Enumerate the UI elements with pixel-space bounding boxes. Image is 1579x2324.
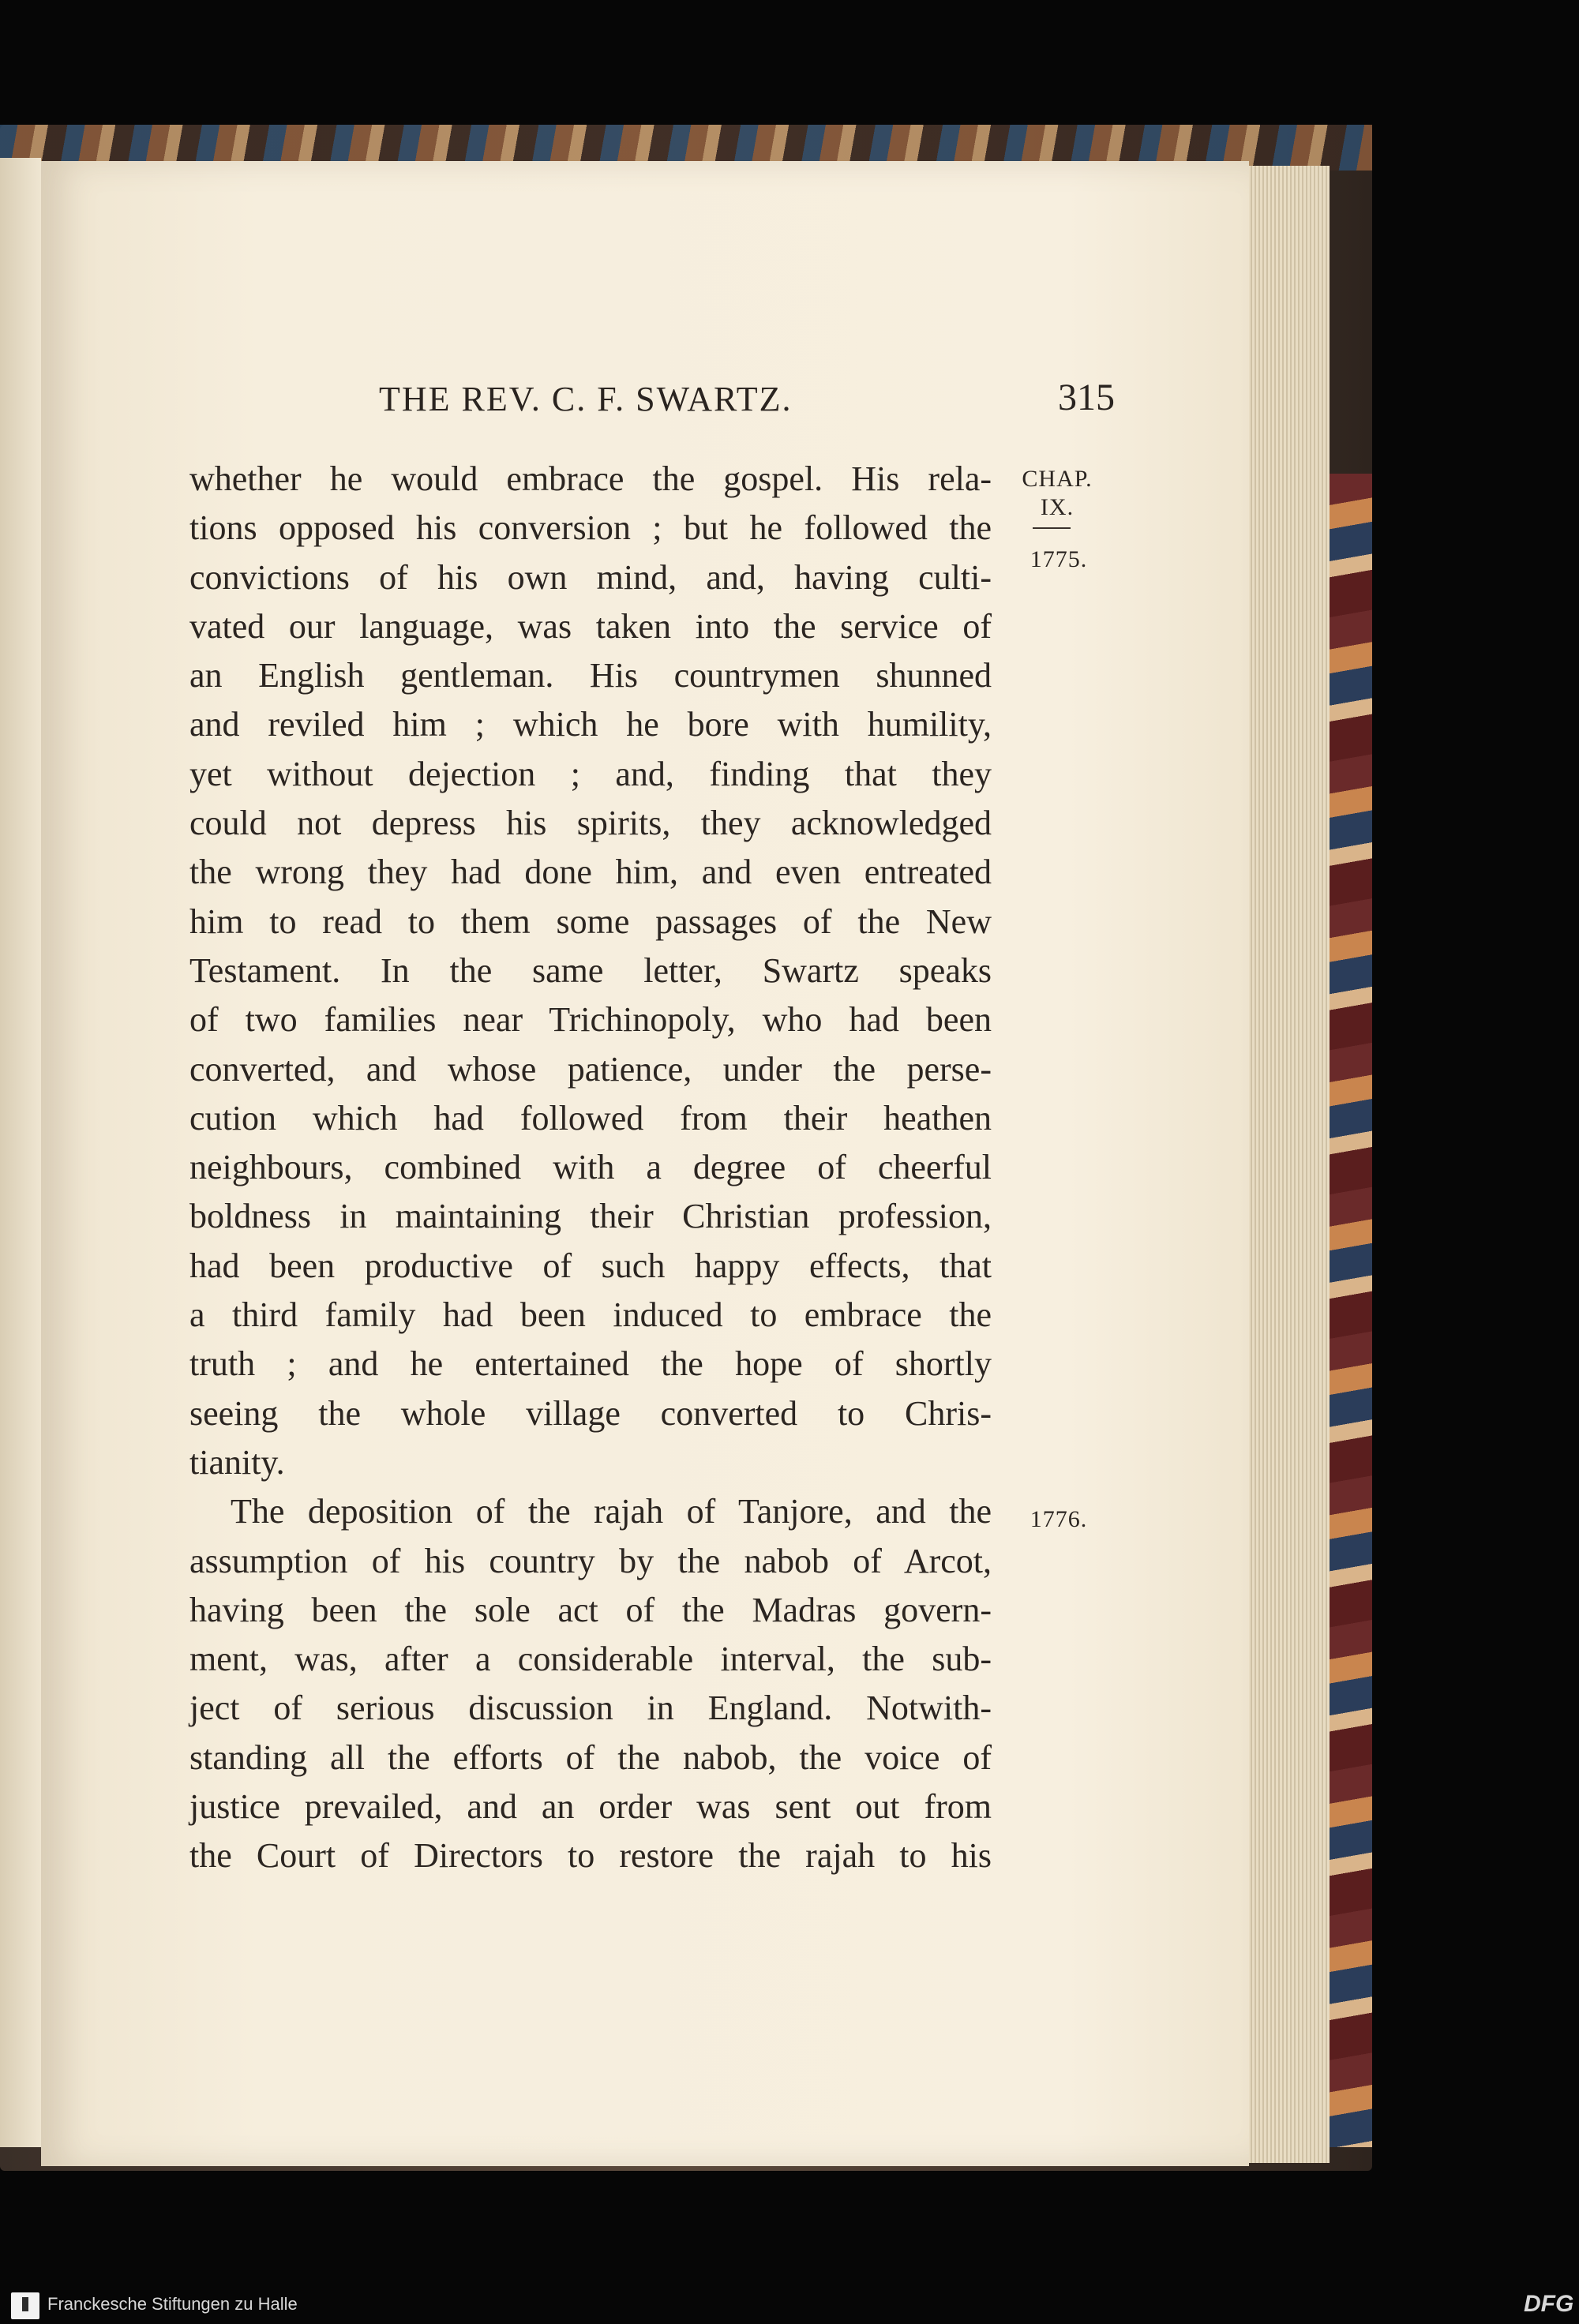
text-line: an English gentleman. His countrymen shunned [189, 656, 992, 695]
body-text [189, 455, 992, 1881]
text-line: the Court of Directors to restore the rajah to his [189, 1836, 992, 1876]
institution-logo-icon [11, 2292, 39, 2319]
chapter-number: IX. [1040, 494, 1075, 520]
page-number: 315 [1058, 377, 1115, 418]
dfg-logo: DFG [1524, 2291, 1574, 2317]
text-line: yet without dejection ; and, finding that they [189, 754, 992, 793]
margin-year-1775: 1775. [1030, 546, 1088, 572]
text-line: had been productive of such happy effects, that [189, 1246, 992, 1285]
margin-rule [1033, 527, 1071, 529]
chapter-label: CHAP. [1022, 466, 1093, 492]
text-line: and reviled him ; which he bore with humility, [189, 705, 992, 744]
text-line: boldness in maintaining their Christian profession, [189, 1197, 992, 1236]
text-line: cution which had followed from their heathen [189, 1098, 992, 1138]
text-line: assumption of his country by the nabob of Arcot, [189, 1541, 992, 1580]
text-line: could not depress his spirits, they acknowledged [189, 804, 992, 843]
text-line: standing all the efforts of the nabob, the voice of [189, 1737, 992, 1777]
text-line: converted, and whose patience, under the perse- [189, 1049, 992, 1089]
text-line: ject of serious discussion in England. Notwith- [189, 1689, 992, 1728]
facing-page-edge [0, 158, 41, 2147]
text-line: convictions of his own mind, and, having culti- [189, 557, 992, 597]
marbled-edge-right [1326, 474, 1372, 2147]
text-line: Testament. In the same letter, Swartz speaks [189, 950, 992, 990]
text-line: of two families near Trichinopoly, who had been [189, 1000, 992, 1040]
text-line: vated our language, was taken into the service of [189, 606, 992, 646]
text-line: him to read to them some passages of the New [189, 901, 992, 941]
margin-year-1776: 1776. [1030, 1506, 1088, 1532]
text-line: truth ; and he entertained the hope of shortly [189, 1344, 992, 1384]
running-head: THE REV. C. F. SWARTZ. [379, 380, 793, 418]
text-line: a third family had been induced to embrace the [189, 1295, 992, 1335]
text-line: seeing the whole village converted to Chris- [189, 1393, 992, 1433]
text-line: whether he would embrace the gospel. His rela- [189, 459, 992, 498]
text-line: the wrong they had done him, and even entreated [189, 853, 992, 892]
institution-name: Franckesche Stiftungen zu Halle [47, 2294, 298, 2314]
text-line: justice prevailed, and an order was sent out from [189, 1787, 992, 1827]
text-line: tianity. [189, 1442, 285, 1482]
text-line: neighbours, combined with a degree of cheerful [189, 1148, 992, 1187]
text-line: tions opposed his conversion ; but he followed the [189, 508, 992, 548]
text-line: The deposition of the rajah of Tanjore, and the [231, 1492, 992, 1531]
page-edges [1236, 166, 1330, 2163]
text-line: having been the sole act of the Madras govern- [189, 1590, 992, 1629]
text-line: ment, was, after a considerable interval, the sub- [189, 1640, 992, 1679]
